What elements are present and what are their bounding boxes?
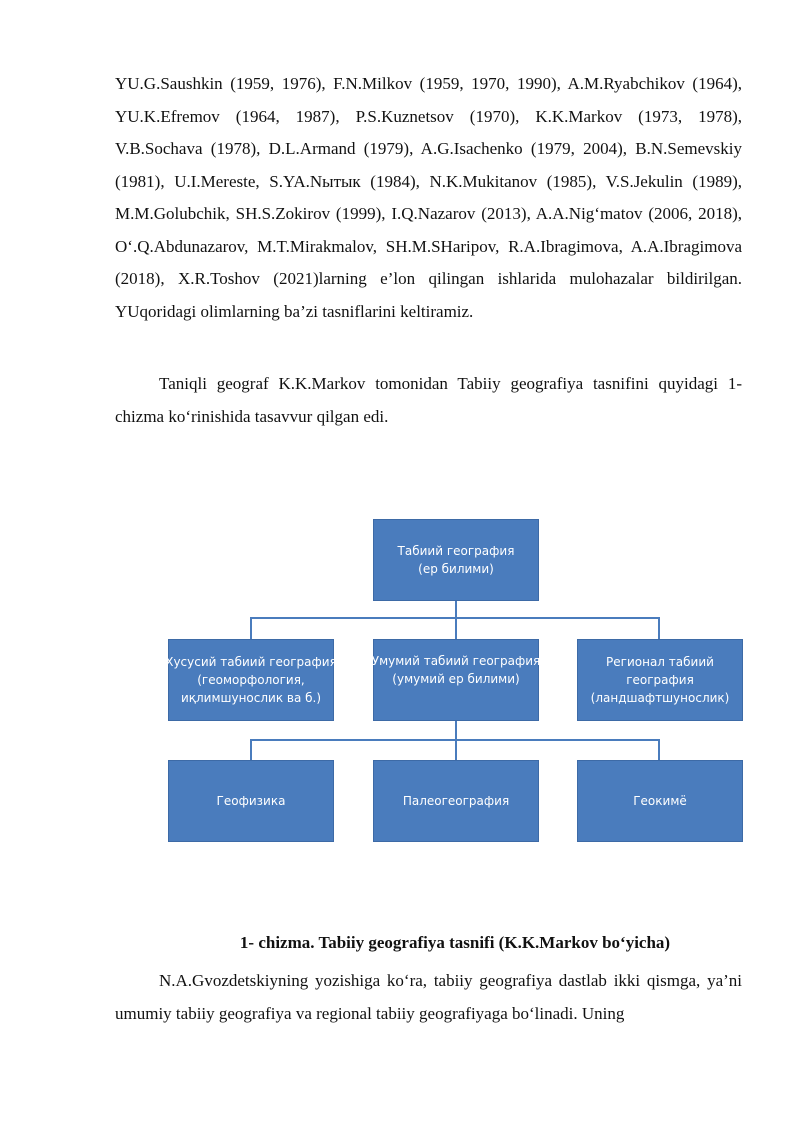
connector <box>658 617 660 639</box>
connector <box>658 739 660 760</box>
diagram-box-geophysics <box>168 760 334 842</box>
box-title: Умумий табиий география <box>371 654 541 668</box>
box-label: Палеогеография <box>402 794 510 808</box>
connector <box>250 617 252 639</box>
box-label: Геокимё <box>633 794 687 808</box>
diagram-box-paleogeography <box>373 760 539 842</box>
diagram-box-general-geography <box>373 639 539 721</box>
box-title: география <box>626 673 694 687</box>
box-subtitle: (умумий ер билими) <box>392 672 520 686</box>
connector <box>455 739 457 760</box>
root-subtitle: (ер билими) <box>418 562 494 576</box>
connector <box>455 721 457 740</box>
diagram-box-geochemistry <box>577 760 743 842</box>
box-title: Регионал табиий <box>606 655 714 669</box>
connector <box>455 617 457 639</box>
diagram-box-special-geography <box>165 639 337 721</box>
body-paragraph-intro: Taniqli geograf K.K.Markov tomonidan Tabiiy geografiya tasnifini quyidagi 1-chizma ko‘rinishida tasavvur qilgan edi. <box>115 374 742 426</box>
box-label: Геофизика <box>216 794 286 808</box>
diagram-root-box <box>373 519 539 601</box>
box-subtitle: (геоморфология, <box>197 673 305 687</box>
figure-caption: 1- chizma. Tabiiy geografiya tasnifi (K.K.Markov bo‘yicha) <box>239 933 671 952</box>
box-subtitle: иқлимшунослик ва б.) <box>180 691 322 705</box>
box-title: Хусусий табиий география <box>165 655 337 669</box>
body-paragraph-authors: YU.G.Saushkin (1959, 1976), F.N.Milkov (1959, 1970, 1990), A.M.Ryabchikov (1964), YU.K.Efremov (1964, 1987), P.S.Kuznetsov (1970), K.K.Markov (1973, 1978), V.B.Sochava (1978), D.L.Armand (1979), A.G.Isachenko (1979, 2004), B.N.Semevskiy (1981), U.I.Mereste, S.YA.Nытык (1984), N.K.Mukitanov (1985), V.S.Jekulin (1989), M.M.Golubchik, SH.S.Zokirov (1999), I.Q.Nazarov (2013), A.A.Nig‘matov (2006, 2018), O‘.Q.Abdunazarov, M.T.Mirakmalov, SH.M.SHaripov, R.A.Ibragimova, A.A.Ibragimova (2018), X.R.Toshov (2021)larning e’lon qilingan ishlarida mulohazalar bildirilgan. YUqoridagi olimlarning ba’zi tasniflarini keltiramiz. <box>115 74 742 321</box>
connector <box>250 739 252 760</box>
diagram-box-regional-geography <box>577 639 743 721</box>
body-paragraph-gvozdetsky: N.A.Gvozdetskiyning yozishiga ko‘ra, tabiiy geografiya dastlab ikki qismga, ya’ni umumiy tabiiy geografiya va regional tabiiy geografiyaga bo‘linadi. Uning <box>115 971 742 1023</box>
root-title: Табиий география <box>397 544 515 558</box>
connector <box>455 601 457 618</box>
box-subtitle: (ландшафтшунослик) <box>590 691 730 705</box>
